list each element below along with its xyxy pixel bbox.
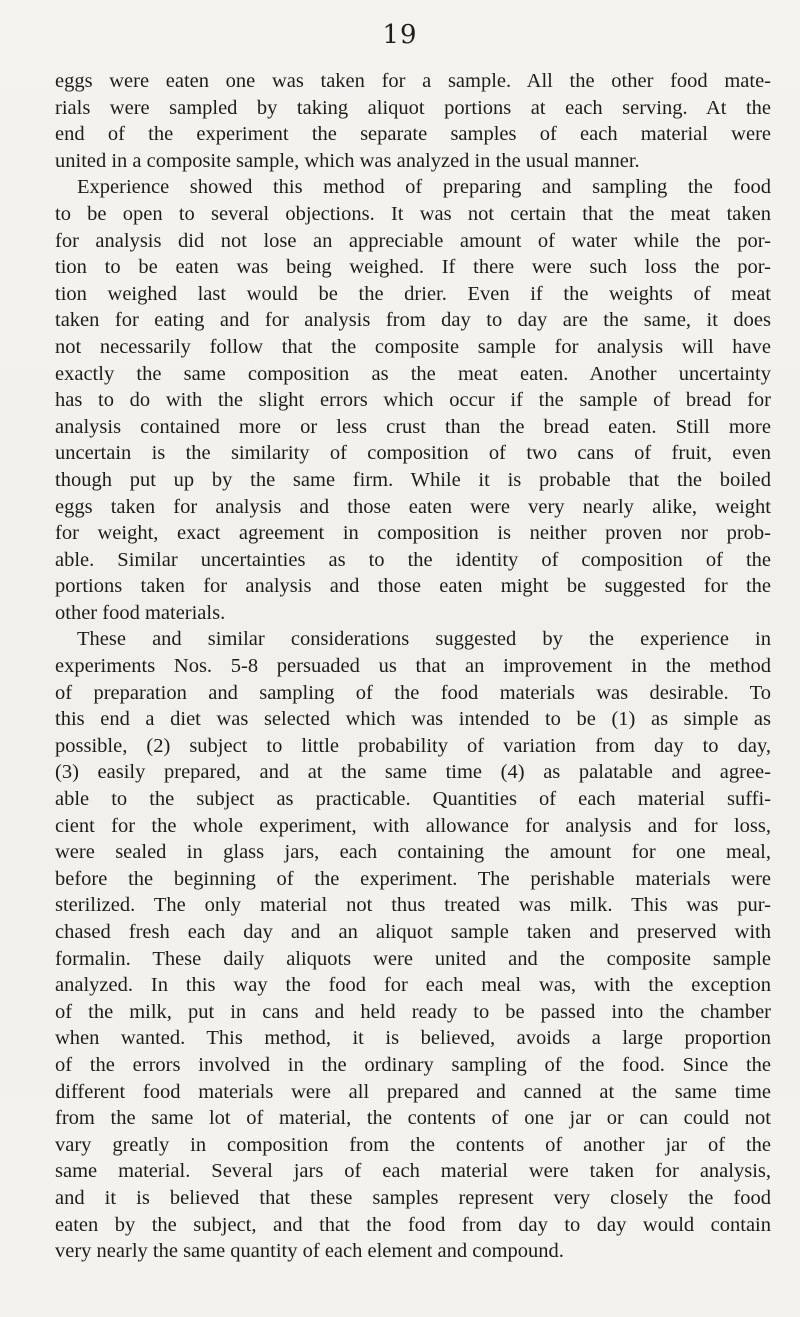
text-line: (3) easily prepared, and at the same time (4) as palatable and agree- [55,761,771,784]
text-line: portions taken for analysis and those eaten might be suggested for the [55,575,771,598]
text-line: before the beginning of the experiment. The perishable materials were [55,867,771,890]
text-line: very nearly the same quantity of each element and compound. [55,1240,564,1263]
text-line: end of the experiment the separate samples of each material were [55,123,771,146]
paragraph [55,68,771,174]
text-line: other food materials. [55,601,226,624]
page-number: 19 [382,20,418,50]
text-line: formalin. These daily aliquots were united and the composite sample [55,947,771,970]
text-line: same material. Several jars of each material were taken for analysis, [55,1160,771,1183]
text-line: when wanted. This method, it is believed, avoids a large proportion [55,1027,771,1050]
text-line: not necessarily follow that the composite sample for analysis will have [55,335,771,358]
text-line: exactly the same composition as the meat eaten. Another uncertainty [55,362,771,385]
text-line: has to do with the slight errors which occur if the sample of bread for [55,389,771,412]
text-line: analyzed. In this way the food for each meal was, with the exception [55,974,771,997]
text-line: chased fresh each day and an aliquot sample taken and preserved with [55,921,771,943]
text-line: sterilized. The only material not thus treated was milk. This was pur- [55,894,771,917]
text-line: for analysis did not lose an appreciable amount of water while the por- [55,229,771,252]
text-line: able. Similar uncertainties as to the identity of composition of the [55,548,771,571]
text-line: cient for the whole experiment, with allowance for analysis and for loss, [55,814,771,837]
text-line: able to the subject as practicable. Quantities of each material suffi- [55,788,771,811]
text-line: uncertain is the similarity of composition of two cans of fruit, even [55,442,771,465]
text-line: for weight, exact agreement in composition is neither proven nor prob- [55,522,771,545]
text-line: Experience showed this method of preparing and sampling the food [77,176,771,199]
text-line: vary greatly in composition from the contents of another jar of the [55,1133,771,1156]
text-line: and it is believed that these samples represent very closely the food [55,1186,771,1209]
body-text [55,68,771,1265]
paragraph [55,626,771,1264]
text-line: experiments Nos. 5-8 persuaded us that an improvement in the method [55,655,771,678]
text-line: analysis contained more or less crust than the bread eaten. Still more [55,415,771,438]
text-line: though put up by the same firm. While it is probable that the boiled [55,468,771,491]
text-line: different food materials were all prepared and canned at the same time [55,1080,771,1103]
text-line: of preparation and sampling of the food materials was desirable. To [55,681,771,704]
text-line: eggs taken for analysis and those eaten were very nearly alike, weight [55,495,771,518]
text-line: of the errors involved in the ordinary sampling of the food. Since the [55,1053,771,1076]
text-line: united in a composite sample, which was analyzed in the usual manner. [55,149,640,172]
text-line: eggs were eaten one was taken for a sample. All the other food mate- [55,70,771,92]
text-line: of the milk, put in cans and held ready to be passed into the chamber [55,1000,771,1023]
text-line: tion weighed last would be the drier. Even if the weights of meat [55,282,771,305]
text-line: were sealed in glass jars, each containing the amount for one meal, [55,841,771,864]
text-line: These and similar considerations suggested by the experience in [77,628,771,651]
paragraph [55,174,771,626]
text-line: possible, (2) subject to little probability of variation from day to day, [55,734,771,757]
text-line: to be open to several objections. It was not certain that the meat taken [55,202,771,225]
text-line: tion to be eaten was being weighed. If there were such loss the por- [55,256,771,279]
text-line: rials were sampled by taking aliquot portions at each serving. At the [55,96,771,119]
text-line: eaten by the subject, and that the food from day to day would contain [55,1213,771,1236]
text-line: from the same lot of material, the contents of one jar or can could not [55,1107,771,1130]
text-line: taken for eating and for analysis from day to day are the same, it does [55,309,771,332]
text-line: this end a diet was selected which was intended to be (1) as simple as [55,708,771,731]
